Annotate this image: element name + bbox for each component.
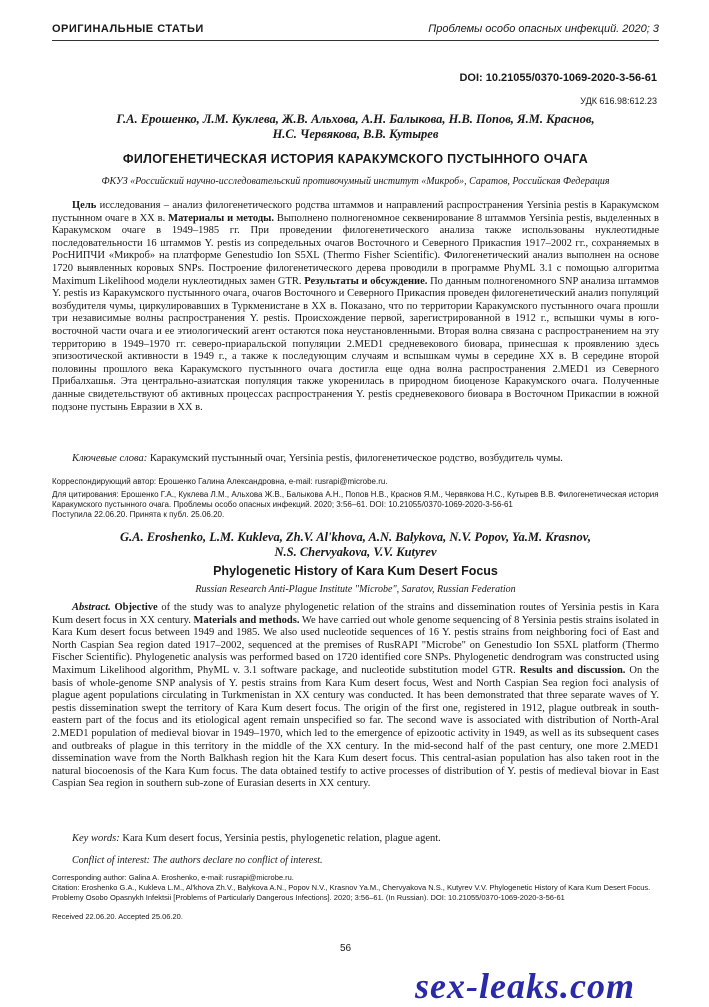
abstract-en-part1: of the study was to analyze phylogenetic relation of the strains and dissemination routes of Yersinia pestis in Kara Kum desert focus in XX century. bbox=[52, 602, 659, 626]
affiliation-ru: ФКУЗ «Российский научно-исследовательский противочумный институт «Микроб», Саратов, Российская Федерация bbox=[101, 176, 610, 187]
page-number: 56 bbox=[340, 943, 352, 954]
section-label: ОРИГИНАЛЬНЫЕ СТАТЬИ bbox=[52, 23, 204, 35]
running-header bbox=[52, 18, 659, 41]
results-en-label: Results and discussion. bbox=[519, 664, 626, 676]
correspondence-en: Corresponding author: Galina A. Eroshenko, e-mail: rusrapi@microbe.ru. bbox=[52, 873, 294, 882]
abstract-en bbox=[52, 602, 659, 824]
abstract-ru-label: Цель bbox=[72, 200, 97, 211]
affiliation-en: Russian Research Anti-Plague Institute "Microbe", Saratov, Russian Federation bbox=[195, 584, 516, 595]
authors-ru-line2: Н.С. Червякова, В.В. Кутырев bbox=[272, 127, 439, 141]
authors-en-line2: N.S. Chervyakova, V.V. Kutyrev bbox=[274, 545, 437, 559]
udk-code: УДК 616.98:612.23 bbox=[580, 96, 657, 106]
title-ru: ФИЛОГЕНЕТИЧЕСКАЯ ИСТОРИЯ КАРАКУМСКОГО ПУСТЫННОГО ОЧАГА bbox=[122, 152, 589, 166]
citation-ru: Для цитирования: Ерошенко Г.А., Куклева Л.М., Альхова Ж.В., Балыкова А.Н., Попов Н.В., Краснов Я.М., Червякова Н.С., Кутырев В.В. Филогенетическая история Каракумского пустынного очага. Проблемы особо опасных инфекций. 2020; 3:56–61. DOI: 10.21055/0370-1069-2020-3-56-61 bbox=[52, 490, 659, 509]
abstract-ru-part1: исследования – анализ филогенетического родства штаммов и направлений распространения Yersinia pestis в Каракумском пустынном очаге в XX в. bbox=[52, 200, 659, 224]
authors-en-line1: G.A. Eroshenko, L.M. Kukleva, Zh.V. Al'khova, A.N. Balykova, N.V. Popov, Ya.M. Krasnov, bbox=[119, 530, 591, 544]
authors-ru bbox=[52, 112, 659, 142]
keywords-en bbox=[52, 833, 659, 844]
methods-en-label: Materials and methods. bbox=[193, 614, 300, 626]
methods-ru-label: Материалы и методы. bbox=[168, 212, 274, 224]
keywords-en-text: Kara Kum desert focus, Yersinia pestis, phylogenetic relation, plague agent. bbox=[119, 833, 441, 844]
abstract-en-part2: We have carried out whole genome sequencing of 8 Yersinia pestis strains isolated in Kara Kum desert focus between 1949 and 1985. We also used nucleotide sequences of 16 Y. pestis strains from neighboring foci of East and North Caspian Sea region dated 1917–2002, sequenced at the premises of RusRAPI "Microbe" on Genestudio Ion S5XL platform (Thermo Fischer Scientific). Phylogenetic analysis was performed based on 1720 identified core SNPs. Phylogenetic dendrogram was constructed using Maximum Likelihood algorithm, PhyML v. 3.1 software package, and nucleotide substitution model GTR. bbox=[52, 614, 659, 676]
keywords-en-label: Key words: bbox=[72, 833, 120, 844]
abstract-en-label: Abstract. bbox=[72, 602, 111, 613]
correspondence-ru: Корреспондирующий автор: Ерошенко Галина Александровна, e-mail: rusrapi@microbe.ru. bbox=[52, 477, 388, 486]
title-en: Phylogenetic History of Kara Kum Desert Focus bbox=[213, 564, 498, 578]
received-ru: Поступила 22.06.20. Принята к публ. 25.06.20. bbox=[52, 510, 225, 519]
conflict-of-interest bbox=[52, 855, 659, 866]
keywords-ru bbox=[52, 453, 659, 464]
conflict-label: Conflict of interest: bbox=[72, 855, 150, 866]
abstract-ru bbox=[52, 200, 659, 438]
conflict-text: The authors declare no conflict of interest. bbox=[149, 855, 323, 866]
keywords-ru-text: Каракумский пустынный очаг, Yersinia pestis, филогенетическое родство, возбудитель чумы. bbox=[147, 453, 563, 464]
results-ru-label: Результаты и обсуждение. bbox=[304, 275, 428, 287]
received-en: Received 22.06.20. Accepted 25.06.20. bbox=[52, 912, 183, 921]
abstract-ru-part2: Выполнено полногеномное секвенирование 8 штаммов Yersinia pestis, выделенных в Каракумском очаге в 1949–1985 гг. При проведении филогенетического анализа также использованы нуклеотидные последовательности 16 штаммов Y. pestis из сопредельных очагов Восточного и Северного Прикаспия 1917–2002 гг., сохраняемых в РосНИПЧИ «Микроб» на платформе Genestudio Ion S5XL (Thermo Fisher Scientific). Филогенетический анализ выполнен на основе 1720 выявленных коровых SNPs. Построение филогенетического дерева проводили в программе PhyML 3.1 с помощью алгоритма Maximum Likelihood модели нуклеотидных замен GTR. bbox=[52, 212, 659, 287]
authors-en bbox=[52, 530, 659, 560]
abstract-en-part3: On the basis of whole-genome SNP analysis of Y. pestis strains from Kara Kum desert focus, West and North Caspian Sea region foci analysis of plague agent populations circulating in Turkmenistan in XX century was conducted. It has been demonstrated that three separate waves of Y. pestis dissemination swept the territory of Kara Kum desert focus. The origin of the first one, registered in 1912, plague outbreak in south-eastern part of the focus and its etiological agent remain unspecified so far. The second wave is associated with distribution of North-Aral 2.MED1 population of medieval biovar in 1949–1970, which led to the emergence of epizootic activity in 1949, as well as its subsequent cases and outbreaks of plague in this territory in the middle of the XX century. In the mid-second half of the past century, one more 2.MED1 dissemination wave from the North Balkhash region hit the Kara Kum desert focus. This central-asian population has also taken root in the natural biocoenosis of the Kara Kum focus. The data obtained testify to active processes of distribution of Y. pestis of medieval biovar in East Caspian Sea region in southern sub-zone of Eurasian deserts in XX century. bbox=[52, 664, 659, 790]
watermark-logo: sex-leaks.com bbox=[415, 966, 635, 1006]
journal-reference: Проблемы особо опасных инфекций. 2020; 3 bbox=[428, 23, 659, 35]
authors-ru-line1: Г.А. Ерошенко, Л.М. Куклева, Ж.В. Альхова, А.Н. Балыкова, Н.В. Попов, Я.М. Краснов, bbox=[116, 112, 595, 126]
keywords-ru-label: Ключевые слова: bbox=[72, 453, 148, 464]
abstract-ru-part3: По данным полногеномного SNP анализа штаммов Y. pestis из Каракумского пустынного очага, очагов Восточного и Северного Прикаспия проведен филогенетический анализ популяций возбудителя чумы, циркулировавших в Туркменистане в XX в. Показано, что по территории Каракумского пустынного очага прошли три независимые волны распространения Y. pestis. Происхождение первой, зарегистрированной в 1912 г., вспышки чумы в юго-восточной части очага и ее этиологический агент остаются пока неустановленными. Вторая волна связана с распространением на эту территорию в 1949–1970 гг. северо-приаральской популяции 2.MED1 средневекового биовара, принесшая к проявлению здесь эпизоотической активности в 1949 г., а также к последующим случаям и вспышкам чумы в середине XX в. В середине второй половины прошлого века Каракумского пустынного очага достигла еще одна волна распространения 2.MED1 из Северного Прибалхашья. Эта центрально-азиатская популяция также укоренилась в природном биоценозе Каракумского очага. Полученные данные свидетельствуют об активных процессах распространения Y. pestis средневекового биовара в Восточном Прикаспии в южной подзоне пустынь Евразии в XX в. bbox=[52, 275, 659, 413]
citation-en: Citation: Eroshenko G.A., Kukleva L.M., Al'khova Zh.V., Balykova A.N., Popov N.V., Krasnov Ya.M., Chervyakova N.S., Kutyrev V.V. Phylogenetic History of Kara Kum Desert Focus. Problemy Osobo Opasnykh Infektsii [Problems of Particularly Dangerous Infections]. 2020; 3:56–61. (In Russian). DOI: 10.21055/0370-1069-2020-3-56-61 bbox=[52, 883, 651, 902]
objective-en-label: Objective bbox=[114, 602, 158, 613]
doi[interactable]: DOI: 10.21055/0370-1069-2020-3-56-61 bbox=[459, 72, 657, 84]
